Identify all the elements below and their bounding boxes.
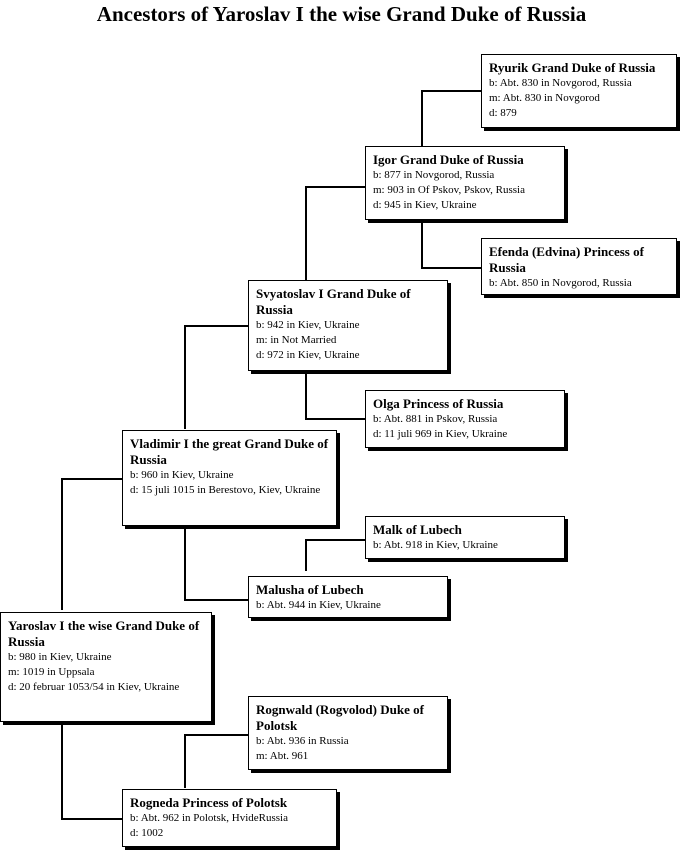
connector-line xyxy=(305,418,365,420)
connector-line xyxy=(305,372,307,420)
connector-line xyxy=(305,539,307,571)
person-box-malusha[interactable] xyxy=(248,576,448,618)
connector-line xyxy=(184,734,248,736)
death-info: d: 1002 xyxy=(130,827,164,839)
connector-line xyxy=(61,478,123,480)
birth-info: b: Abt. 962 in Polotsk, HvideRussia xyxy=(130,812,288,824)
connector-line xyxy=(61,724,63,820)
person-name: Malk of Lubech xyxy=(373,522,462,537)
connector-line xyxy=(184,325,248,327)
death-info: d: 11 juli 969 in Kiev, Ukraine xyxy=(373,428,508,440)
connector-line xyxy=(61,478,63,610)
birth-info: b: Abt. 850 in Novgorod, Russia xyxy=(489,277,632,289)
connector-line xyxy=(421,90,482,92)
person-name: Yaroslav I the wise Grand Duke of Russia xyxy=(8,618,200,649)
birth-info: b: Abt. 881 in Pskov, Russia xyxy=(373,413,498,425)
person-box-rogneda[interactable] xyxy=(122,789,337,847)
person-box-igor[interactable] xyxy=(365,146,565,220)
marriage-info: m: Abt. 961 xyxy=(256,750,309,762)
person-box-svyatoslav[interactable] xyxy=(248,280,448,371)
birth-info: b: 960 in Kiev, Ukraine xyxy=(130,469,234,481)
marriage-info: m: Abt. 830 in Novgorod xyxy=(489,92,600,104)
death-info: d: 972 in Kiev, Ukraine xyxy=(256,349,360,361)
connector-line xyxy=(421,267,482,269)
connector-line xyxy=(184,599,248,601)
person-box-rognwald[interactable] xyxy=(248,696,448,770)
birth-info: b: Abt. 944 in Kiev, Ukraine xyxy=(256,599,381,611)
person-name: Rogneda Princess of Polotsk xyxy=(130,795,288,810)
person-name: Vladimir I the great Grand Duke of Russia xyxy=(130,436,329,467)
person-box-olga[interactable] xyxy=(365,390,565,448)
person-name: Olga Princess of Russia xyxy=(373,396,504,411)
connector-line xyxy=(184,527,186,601)
person-box-vladimir[interactable] xyxy=(122,430,337,526)
birth-info: b: Abt. 918 in Kiev, Ukraine xyxy=(373,539,498,551)
death-info: d: 20 februar 1053/54 in Kiev, Ukraine xyxy=(8,681,180,693)
person-box-ryurik[interactable] xyxy=(481,54,677,128)
chart-title: Ancestors of Yaroslav I the wise Grand Duke of Russia xyxy=(96,2,587,26)
person-name: Svyatoslav I Grand Duke of Russia xyxy=(256,286,411,317)
person-box-yaroslav[interactable] xyxy=(0,612,212,722)
marriage-info: m: 903 in Of Pskov, Pskov, Russia xyxy=(373,184,525,196)
connector-line xyxy=(184,734,186,788)
person-name: Efenda (Edvina) Princess of Russia xyxy=(489,244,644,275)
connector-line xyxy=(305,539,365,541)
person-box-malk[interactable] xyxy=(365,516,565,559)
connector-line xyxy=(184,325,186,429)
death-info: d: 15 juli 1015 in Berestovo, Kiev, Ukraine xyxy=(130,484,321,496)
marriage-info: m: in Not Married xyxy=(256,334,337,346)
person-name: Rognwald (Rogvolod) Duke of Polotsk xyxy=(256,702,424,733)
death-info: d: 879 xyxy=(489,107,517,119)
person-name: Ryurik Grand Duke of Russia xyxy=(489,60,656,75)
birth-info: b: 877 in Novgorod, Russia xyxy=(373,169,495,181)
birth-info: b: 942 in Kiev, Ukraine xyxy=(256,319,360,331)
person-box-efenda[interactable] xyxy=(481,238,677,295)
connector-line xyxy=(61,818,123,820)
birth-info: b: 980 in Kiev, Ukraine xyxy=(8,651,112,663)
marriage-info: m: 1019 in Uppsala xyxy=(8,666,95,678)
person-name: Malusha of Lubech xyxy=(256,582,364,597)
connector-line xyxy=(305,186,307,282)
connector-line xyxy=(421,222,423,269)
connector-line xyxy=(421,90,423,150)
birth-info: b: Abt. 936 in Russia xyxy=(256,735,349,747)
person-name: Igor Grand Duke of Russia xyxy=(373,152,524,167)
birth-info: b: Abt. 830 in Novgorod, Russia xyxy=(489,77,632,89)
connector-line xyxy=(305,186,365,188)
death-info: d: 945 in Kiev, Ukraine xyxy=(373,199,477,211)
